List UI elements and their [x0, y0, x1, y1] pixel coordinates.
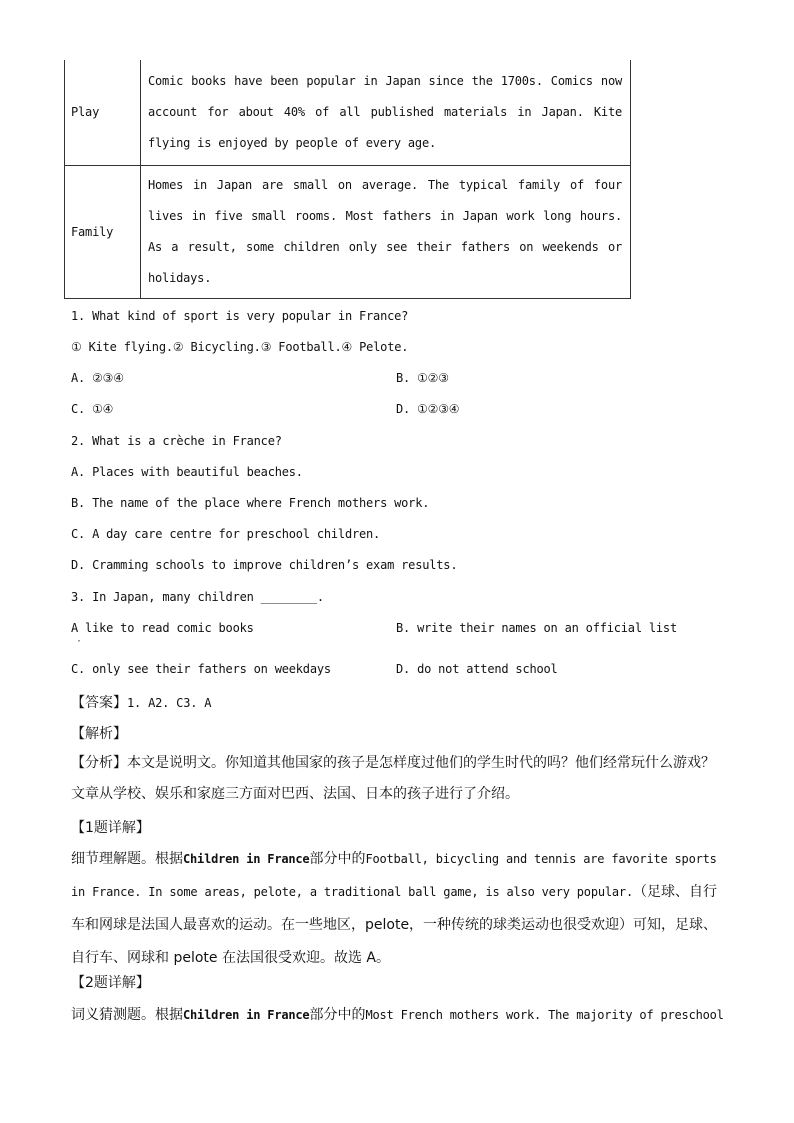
answer-label: 【答案】	[71, 695, 127, 711]
question-2-option-b: B. The name of the place where French mothers work.	[71, 496, 430, 510]
detail-2-quote: Most French mothers work. The majority of preschool	[365, 1008, 724, 1022]
question-2-stem: 2. What is a crèche in France?	[71, 434, 282, 448]
question-2-option-d: D. Cramming schools to improve children’s exam results.	[71, 558, 458, 572]
table-row	[65, 60, 631, 165]
question-2-option-c: C. A day care centre for preschool children.	[71, 527, 381, 541]
question-1-items: ① Kite flying.② Bicycling.③ Football.④ Pelote.	[71, 340, 409, 354]
fenxi-text: 本文是说明文。你知道其他国家的孩子是怎样度过他们的学生时代的吗？他们经常玩什么游戏？文章从学校、娱乐和家庭三方面对巴西、法国、日本的孩子进行了介绍。	[71, 755, 715, 802]
analysis-paragraph	[71, 748, 723, 810]
description-cell: Homes in Japan are small on average. The typical family of four lives in five small rooms. Most fathers in Japan work long hours. As a result, some children only see their fathers on weekends or holidays.	[141, 165, 631, 298]
answer-text: 1. A2. C3. A	[127, 696, 212, 710]
analysis-label: 【解析】	[71, 726, 127, 742]
detail-2-connector: 部分中的	[309, 1007, 366, 1023]
option-a-mark: ·	[76, 636, 82, 647]
answer-line	[71, 692, 211, 712]
detail-1-explanation: （足球、自行车和网球是法国人最喜欢的运动。在一些地区，pelote，一种传统的球类运动也很受欢迎）可知，足球、自行车、网球和 pelote 在法国很受欢迎。故选 A。	[71, 884, 718, 966]
detail-1-label: 【1题详解】	[71, 820, 150, 836]
question-3-option-a: A like to read comic books	[71, 621, 254, 635]
detail-2-paragraph	[71, 998, 723, 1031]
question-1-option-b: B. ①②③	[396, 371, 449, 385]
question-3-option-d: D. do not attend school	[396, 662, 558, 676]
question-3-option-c: C. only see their fathers on weekdays	[71, 662, 331, 676]
question-3-option-b: B. write their names on an official list	[396, 621, 677, 635]
detail-1-quote: Football, bicycling and tennis are favorite sports in France. In some areas, pelote, a traditional ball game, is also very popular.	[71, 852, 717, 899]
question-1-option-c: C. ①④	[71, 402, 114, 416]
question-1-option-a: A. ②③④	[71, 371, 124, 385]
description-cell: Comic books have been popular in Japan since the 1700s. Comics now account for about 40% of all published materials in Japan. Kite flying is enjoyed by people of every age.	[141, 60, 631, 165]
category-cell: Play	[65, 60, 141, 165]
question-1-stem: 1. What kind of sport is very popular in France?	[71, 309, 409, 323]
category-cell: Family	[65, 165, 141, 298]
fenxi-label: 【分析】	[71, 755, 127, 771]
question-1-option-d: D. ①②③④	[396, 402, 460, 416]
detail-1-keyword: Children in France	[183, 852, 310, 866]
detail-2-label: 【2题详解】	[71, 975, 150, 991]
table-row	[65, 165, 631, 298]
question-2-option-a: A. Places with beautiful beaches.	[71, 465, 303, 479]
detail-1-intro: 细节理解题。根据	[71, 851, 183, 867]
detail-1-connector: 部分中的	[309, 851, 366, 867]
detail-2-keyword: Children in France	[183, 1008, 310, 1022]
info-table	[64, 60, 631, 299]
detail-2-intro: 词义猜测题。根据	[71, 1007, 183, 1023]
question-3-stem: 3. In Japan, many children ________.	[71, 590, 324, 604]
detail-1-paragraph	[71, 842, 723, 974]
